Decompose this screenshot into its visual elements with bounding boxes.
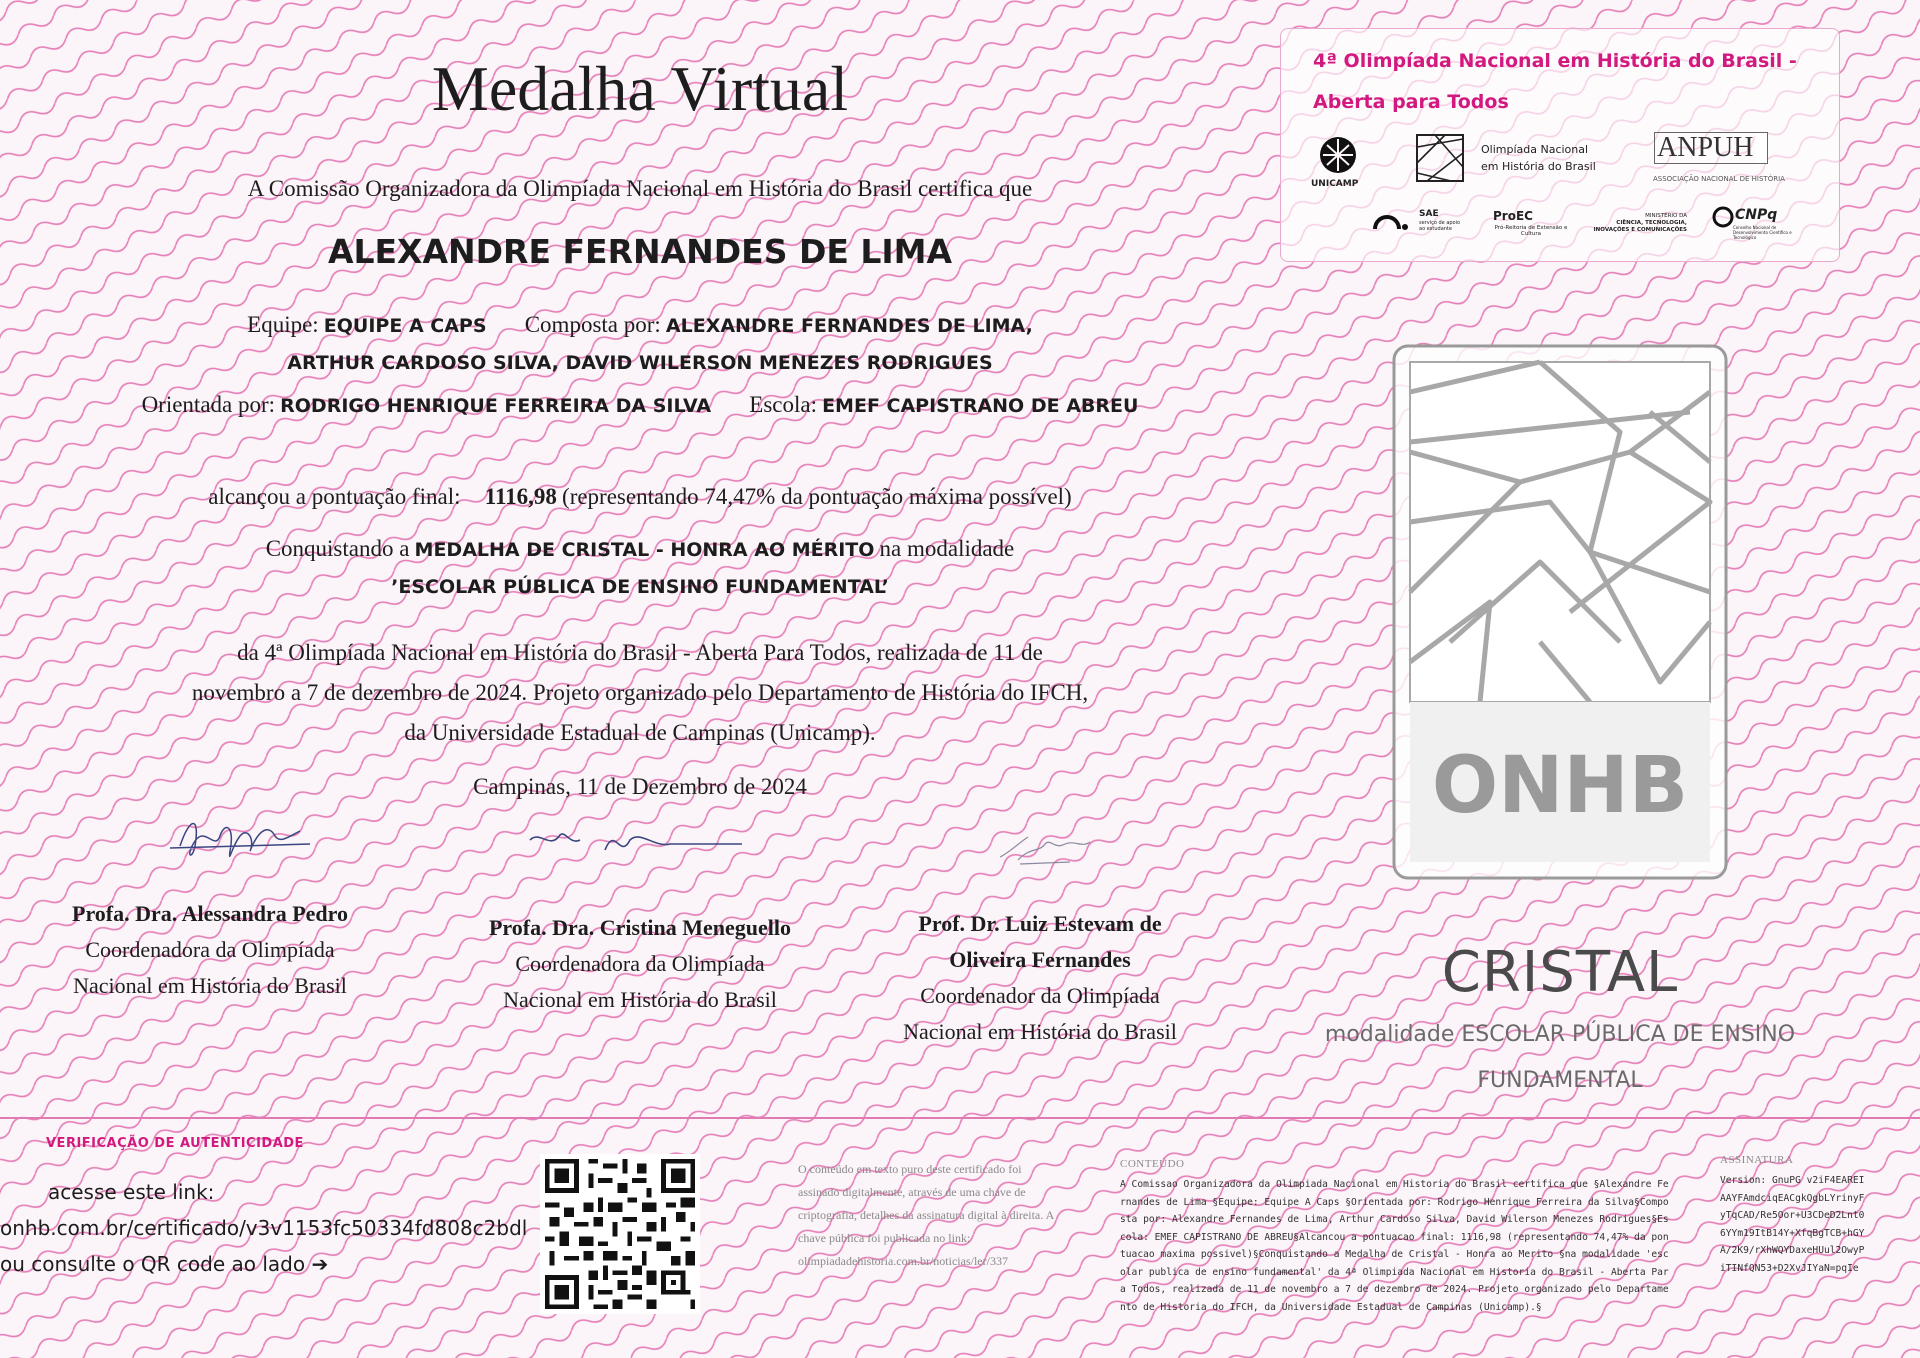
members-line-1: ALEXANDRE FERNANDES DE LIMA, xyxy=(665,315,1033,337)
score-value: 1116,98 xyxy=(484,484,557,509)
description-line-1: da 4ª Olimpíada Nacional em História do Brasil - Aberta Para Todos, realizada de 11 de xyxy=(237,640,1043,665)
score-note: (representando 74,47% da pontuação máxima possível) xyxy=(562,484,1072,509)
award-line xyxy=(60,536,1220,562)
signatory-3-role-1: Coordenador da Olimpíada xyxy=(920,983,1160,1008)
signatory-2-role-1: Coordenadora da Olimpíada xyxy=(515,951,765,976)
signatory-1 xyxy=(60,896,360,1004)
signature-luiz xyxy=(990,822,1100,872)
team-name: EQUIPE A CAPS xyxy=(323,315,487,337)
award-suffix: na modalidade xyxy=(879,536,1015,561)
mcti-line-3: INOVAÇÕES E COMUNICAÇÕES xyxy=(1593,227,1687,233)
signatory-1-role-1: Coordenadora da Olimpíada xyxy=(85,937,335,962)
signatory-3-role-2: Nacional em História do Brasil xyxy=(903,1019,1177,1044)
verification-qr-hint: ou consulte o QR code ao lado ➔ xyxy=(0,1252,329,1276)
advisor-name: RODRIGO HENRIQUE FERREIRA DA SILVA xyxy=(280,395,712,417)
signatory-1-name: Profa. Dra. Alessandra Pedro xyxy=(72,901,348,926)
signatory-3 xyxy=(880,906,1200,1050)
medal-modality-line-1: modalidade ESCOLAR PÚBLICA DE ENSINO xyxy=(1324,1022,1796,1047)
onhb-logo-line-1: Olimpíada Nacional xyxy=(1481,143,1589,156)
school-label: Escola: xyxy=(749,392,817,417)
unicamp-logo-icon xyxy=(1313,133,1363,175)
recipient-name: ALEXANDRE FERNANDES DE LIMA xyxy=(327,232,953,271)
award-modality: ’ESCOLAR PÚBLICA DE ENSINO FUNDAMENTAL’ xyxy=(391,576,889,598)
proec-sub: Pró-Reitoria de Extensão e Cultura xyxy=(1494,225,1568,237)
onhb-logo-label xyxy=(1481,141,1596,175)
mcti-line-1: MINISTÉRIO DA xyxy=(1645,213,1687,219)
medal-level: CRISTAL xyxy=(1441,940,1679,1005)
verification-instruction: acesse este link: xyxy=(48,1180,215,1204)
award-modality-line xyxy=(60,576,1220,598)
mcti-label xyxy=(1587,213,1687,234)
proec-label: ProEC xyxy=(1493,209,1533,223)
onhb-logo-icon xyxy=(1415,133,1465,183)
olympiad-title xyxy=(1313,41,1813,123)
members-line xyxy=(60,352,1220,374)
signatory-3-name-2: Oliveira Fernandes xyxy=(949,947,1131,972)
pgp-signature: Version: GnuPG v2iF4EAREIAAYFAmdciqEACgkQgbLYrinyFyTqCAD/Re5Oor+U3CDeD2Lnt06YYm19ItB14Y+XfqBgTCB+hGYA/2K9/rXhWQYDaxeHUul2OwyPiTINfQN53+D2XvJIYaN=pqIe xyxy=(1720,1175,1865,1274)
signatory-2-role-2: Nacional em História do Brasil xyxy=(503,987,777,1012)
verification-heading: VERIFICAÇÃO DE AUTENTICIDADE xyxy=(46,1136,304,1151)
footer-divider xyxy=(0,1117,1920,1119)
award-medal: MEDALHA DE CRISTAL - HONRA AO MÉRITO xyxy=(414,539,875,561)
signature-alessandra xyxy=(160,796,320,876)
signature-note: O conteúdo em texto puro deste certificado foi assinado digitalmente, através de uma chave de criptografia, detalhes da assinatura digital à direita. A chave pública foi publicada no link: olimpiadadehistoria.com.br/noticias/ler/337 xyxy=(798,1162,1054,1268)
team-line xyxy=(60,312,1220,338)
signatory-2-name: Profa. Dra. Cristina Meneguello xyxy=(488,915,792,940)
cnpq-label: CNPq xyxy=(1735,207,1778,223)
cnpq-logo-icon xyxy=(1711,205,1735,229)
olympiad-title-line-1: 4ª Olimpíada Nacional em História do Brasil - xyxy=(1313,50,1797,72)
certificate-title: Medalha Virtual xyxy=(431,53,849,124)
medal-modality-line-2: FUNDAMENTAL xyxy=(1477,1068,1643,1093)
members-label: Composta por: xyxy=(524,312,661,337)
advisor-label: Orientada por: xyxy=(141,392,276,417)
signatory-2 xyxy=(470,910,810,1018)
unicamp-label: UNICAMP xyxy=(1311,179,1359,189)
sae-label: SAE xyxy=(1419,209,1439,219)
signature-heading: ASSINATURA xyxy=(1720,1154,1794,1166)
anpuh-sub: ASSOCIAÇÃO NACIONAL DE HISTÓRIA xyxy=(1653,175,1785,183)
olympiad-title-line-2: Aberta para Todos xyxy=(1313,91,1509,113)
anpuh-logo: ANPUH xyxy=(1655,133,1767,163)
sae-logo-icon xyxy=(1371,213,1411,233)
onhb-logo-line-2: em História do Brasil xyxy=(1481,160,1596,173)
medal-acronym: ONHB xyxy=(1431,741,1689,831)
description-line-3: da Universidade Estadual de Campinas (Unicamp). xyxy=(404,720,876,745)
sponsors-box xyxy=(1280,28,1840,262)
mcti-line-2: CIÊNCIA, TECNOLOGIA, xyxy=(1616,220,1687,226)
advisor-line xyxy=(60,392,1220,418)
content-heading: CONTEÚDO xyxy=(1120,1158,1185,1170)
signatory-1-role-2: Nacional em História do Brasil xyxy=(73,973,347,998)
medal-modality xyxy=(1300,1012,1820,1104)
signature-cristina xyxy=(520,820,750,870)
sae-sub: serviço de apoio ao estudante xyxy=(1419,220,1461,232)
signed-content: A Comissao Organizadora da Olimpiada Nacional em Historia do Brasil certifica que §Alexandre Fernandes de Lima §Equipe: Equipe A Caps §Orientada por: Rodrigo Henrique Ferreira da Silva§Composta por: Alexandre Fernandes de Lima, Arthur Cardoso Silva, David Wilerson Menezes Rodrigues§Escola: EMEF CAPISTRANO DE ABREU§Alcancou a pontuacao final: 1116,98 (representando 74,47% da pontuacao maxima possivel)§Conquistando a Medalha de Cristal - Honra ao Merito §na modalidade 'escolar publica de ensino fundamental' da 4ª Olimpiada Nacional em Historia do Brasil - Aberta Para Todos, realizada de 11 de novembro a 7 de dezembro de 2024. Projeto organizado pelo Departamento de Historia do IFCH, da Universidade Estadual de Campinas (Unicamp).§ xyxy=(1120,1179,1669,1313)
place-date: Campinas, 11 de Dezembro de 2024 xyxy=(473,774,807,799)
score-line xyxy=(60,484,1220,510)
score-label: alcançou a pontuação final: xyxy=(208,484,461,509)
verification-link[interactable]: onhb.com.br/certificado/v3v1153fc50334fd808c2bdl xyxy=(0,1216,528,1240)
medal-image xyxy=(1390,342,1730,882)
cnpq-sub: Conselho Nacional de Desenvolvimento Científico e Tecnológico xyxy=(1733,225,1792,240)
members-line-2: ARTHUR CARDOSO SILVA, DAVID WILERSON MENEZES RODRIGUES xyxy=(287,352,993,374)
team-label: Equipe: xyxy=(247,312,319,337)
award-prefix: Conquistando a xyxy=(265,536,410,561)
signatory-3-name-1: Prof. Dr. Luiz Estevam de xyxy=(918,911,1162,936)
verification-qr-code[interactable] xyxy=(540,1154,700,1314)
school-name: EMEF CAPISTRANO DE ABREU xyxy=(822,395,1139,417)
certificate-intro: A Comissão Organizadora da Olimpíada Nacional em História do Brasil certifica que xyxy=(247,176,1033,201)
description-line-2: novembro a 7 de dezembro de 2024. Projeto organizado pelo Departamento de História do IFCH, xyxy=(191,680,1089,705)
